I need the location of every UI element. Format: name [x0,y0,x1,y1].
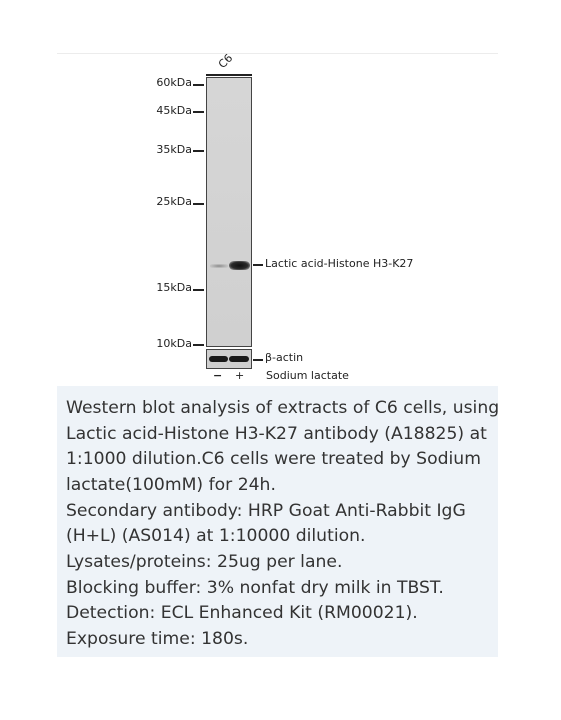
marker-tick [193,289,204,291]
caption-line: (H+L) (AS014) at 1:10000 dilution. [66,526,366,546]
caption-line: Secondary antibody: HRP Goat Anti-Rabbit IgG [66,501,466,521]
marker-tick [193,150,204,152]
caption-line: Detection: ECL Enhanced Kit (RM00021). [66,603,418,623]
loading-band-2 [229,356,249,362]
loading-control-label: β-actin [265,351,304,364]
product-figure-card [57,53,498,656]
caption-line: Lysates/proteins: 25ug per lane. [66,552,343,572]
figure-caption [57,386,498,657]
caption-line: lactate(100mM) for 24h. [66,475,276,495]
marker-45kda: 45kDa [156,104,192,117]
marker-tick [193,344,204,346]
treatment-minus: − [213,369,223,382]
treatment-label: Sodium lactate [266,369,349,382]
caption-line: Lactic acid-Histone H3-K27 antibody (A18825) at [66,424,487,444]
marker-10kda: 10kDa [156,337,192,350]
western-blot-figure [57,51,498,386]
marker-tick [193,111,204,113]
caption-line: 1:1000 dilution.C6 cells were treated by Sodium [66,449,481,469]
caption-line: Western blot analysis of extracts of C6 cells, using [66,398,500,418]
marker-tick [193,84,204,86]
marker-tick [193,203,204,205]
lane-header: C6 [215,51,236,71]
target-label-tick [253,264,263,266]
target-band-label: Lactic acid-Histone H3-K27 [265,257,414,270]
marker-60kda: 60kDa [156,76,192,89]
treatment-plus: + [235,369,245,382]
loading-band-1 [209,356,228,362]
caption-line: Exposure time: 180s. [66,629,249,649]
band-lane-2 [229,261,250,270]
blot-membrane [206,77,252,347]
loading-label-tick [253,359,263,361]
marker-25kda: 25kDa [156,195,192,208]
band-lane-1 [210,264,228,268]
marker-15kda: 15kDa [156,281,192,294]
lane-header-bar [206,74,252,76]
marker-35kda: 35kDa [156,143,192,156]
caption-line: Blocking buffer: 3% nonfat dry milk in TBST. [66,578,444,598]
